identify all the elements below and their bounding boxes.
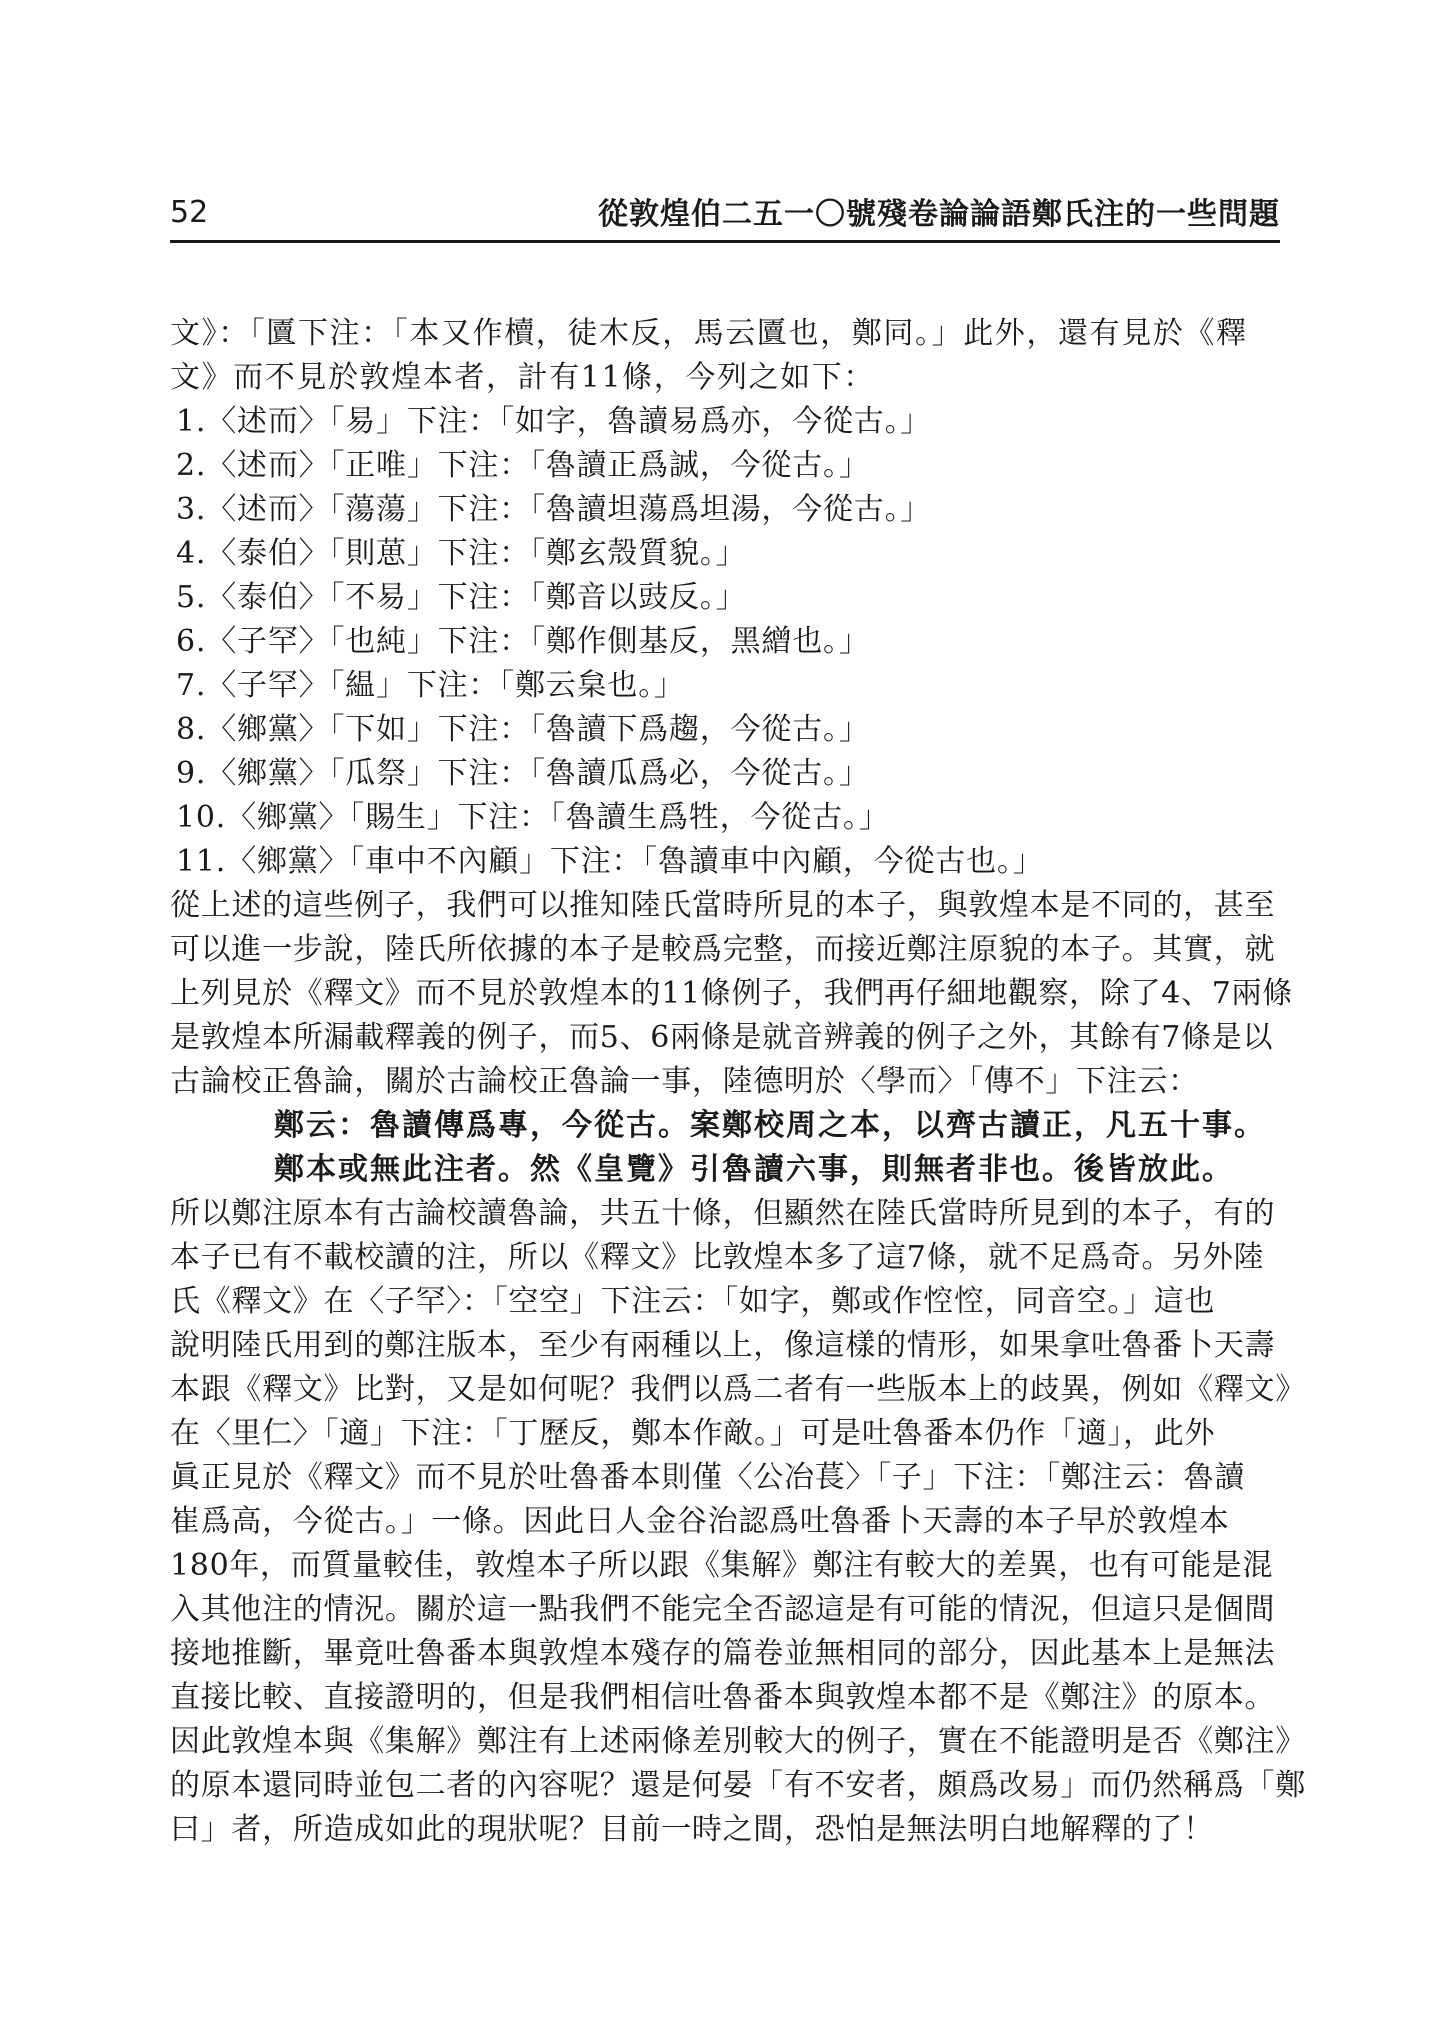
paragraph-line: 入其他注的情況。關於這一點我們不能完全否認這是有可能的情況，但這只是個間 [170, 1592, 1276, 1627]
list-item: 11.〈鄉黨〉「車中不內顧」下注：「魯讀車中內顧，今從古也。」 [176, 844, 1044, 879]
body-text [170, 312, 1306, 1852]
block-quote [170, 1104, 1285, 1192]
list-item: 9.〈鄉黨〉「瓜祭」下注：「魯讀瓜爲必，今從古。」 [176, 756, 870, 791]
paragraph-line: 從上述的這些例子，我們可以推知陸氏當時所見的本子，與敦煌本是不同的，甚至 [170, 888, 1276, 923]
intro-line: 文》而不見於敦煌本者，計有11條，今列之如下： [170, 360, 875, 395]
list-item: 10.〈鄉黨〉「賜生」下注：「魯讀生爲牲，今從古。」 [176, 800, 890, 835]
paragraph-line: 直接比較、直接證明的，但是我們相信吐魯番本與敦煌本都不是《鄭注》的原本。 [170, 1680, 1276, 1715]
paragraph-line: 因此敦煌本與《集解》鄭注有上述兩條差別較大的例子，實在不能證明是否《鄭注》 [170, 1724, 1306, 1759]
quote-line: 鄭本或無此注者。然《皇覽》引魯讀六事，則無者非也。後皆放此。 [274, 1152, 1234, 1187]
paragraph-line: 本子已有不載校讀的注，所以《釋文》比敦煌本多了這7條，就不足爲奇。另外陸 [170, 1240, 1265, 1275]
paragraph-line: 眞正見於《釋文》而不見於吐魯番本則僅〈公冶萇〉「子」下注：「鄭注云：魯讀 [170, 1460, 1246, 1495]
list-item: 2.〈述而〉「正唯」下注：「魯讀正爲誠，今從古。」 [176, 448, 870, 483]
paragraph-line: 的原本還同時並包二者的內容呢？還是何晏「有不安者，頗爲改易」而仍然稱爲「鄭 [170, 1768, 1306, 1803]
paragraph-line: 所以鄭注原本有古論校讀魯論，共五十條，但顯然在陸氏當時所見到的本子，有的 [170, 1196, 1276, 1231]
page-number: 52 [170, 195, 209, 230]
running-title: 從敦煌伯二五一〇號殘卷論論語鄭氏注的一些問題 [598, 197, 1280, 232]
paragraph-line: 180年，而質量較佳，敦煌本子所以跟《集解》鄭注有較大的差異，也有可能是混 [170, 1548, 1274, 1583]
quote-line: 鄭云：魯讀傳爲專，今從古。案鄭校周之本，以齊古讀正，凡五十事。 [274, 1108, 1266, 1143]
paragraph-line: 上列見於《釋文》而不見於敦煌本的11條例子，我們再仔細地觀察，除了4、7兩條 [170, 976, 1293, 1011]
list-item: 1.〈述而〉「易」下注：「如字，魯讀易爲亦，今從古。」 [176, 404, 932, 439]
list-item: 3.〈述而〉「蕩蕩」下注：「魯讀坦蕩爲坦湯，今從古。」 [176, 492, 932, 527]
paragraph-1 [170, 884, 1293, 1104]
list-item: 4.〈泰伯〉「則葸」下注：「鄭玄殼質貌。」 [176, 536, 747, 571]
list-item: 6.〈子罕〉「也純」下注：「鄭作側基反，黑繒也。」 [176, 624, 870, 659]
list-item: 7.〈子罕〉「緼」下注：「鄭云枲也。」 [176, 668, 685, 703]
paragraph-line: 在〈里仁〉「適」下注：「丁歷反，鄭本作敵。」可是吐魯番本仍作「適」，此外 [170, 1416, 1216, 1451]
paragraph-line: 氏《釋文》在〈子罕〉：「空空」下注云：「如字，鄭或作悾悾，同音空。」這也 [170, 1284, 1216, 1319]
paragraph-line: 是敦煌本所漏載釋義的例子，而5、6兩條是就音辨義的例子之外，其餘有7條是以 [170, 1020, 1274, 1055]
paragraph-line: 可以進一步說，陸氏所依據的本子是較爲完整，而接近鄭注原貌的本子。其實，就 [170, 932, 1276, 967]
list-item: 5.〈泰伯〉「不易」下注：「鄭音以豉反。」 [176, 580, 747, 615]
paragraph-line: 古論校正魯論，關於古論校正魯論一事，陸德明於〈學而〉「傳不」下注云： [170, 1064, 1199, 1099]
paragraph-2 [170, 1192, 1306, 1852]
list-item: 8.〈鄉黨〉「下如」下注：「魯讀下爲趨，今從古。」 [176, 712, 870, 747]
paragraph-line: 本跟《釋文》比對，又是如何呢？我們以爲二者有一些版本上的歧異，例如《釋文》 [170, 1372, 1306, 1407]
citation-list [170, 400, 1285, 884]
paragraph-line: 崔爲高，今從古。」一條。因此日人金谷治認爲吐魯番卜天壽的本子早於敦煌本 [170, 1504, 1230, 1539]
intro-line: 文》：「匵下注：「本又作櫝，徒木反，馬云匵也，鄭同。」此外，還有見於《釋 [170, 316, 1248, 351]
paragraph-line: 曰」者，所造成如此的現狀呢？目前一時之間，恐怕是無法明白地解釋的了！ [170, 1812, 1214, 1847]
paragraph-line: 接地推斷，畢竟吐魯番本與敦煌本殘存的篇卷並無相同的部分，因此基本上是無法 [170, 1636, 1276, 1671]
page-header [170, 196, 1280, 243]
paragraph-line: 說明陸氏用到的鄭注版本，至少有兩種以上，像這樣的情形，如果拿吐魯番卜天壽 [170, 1328, 1276, 1363]
